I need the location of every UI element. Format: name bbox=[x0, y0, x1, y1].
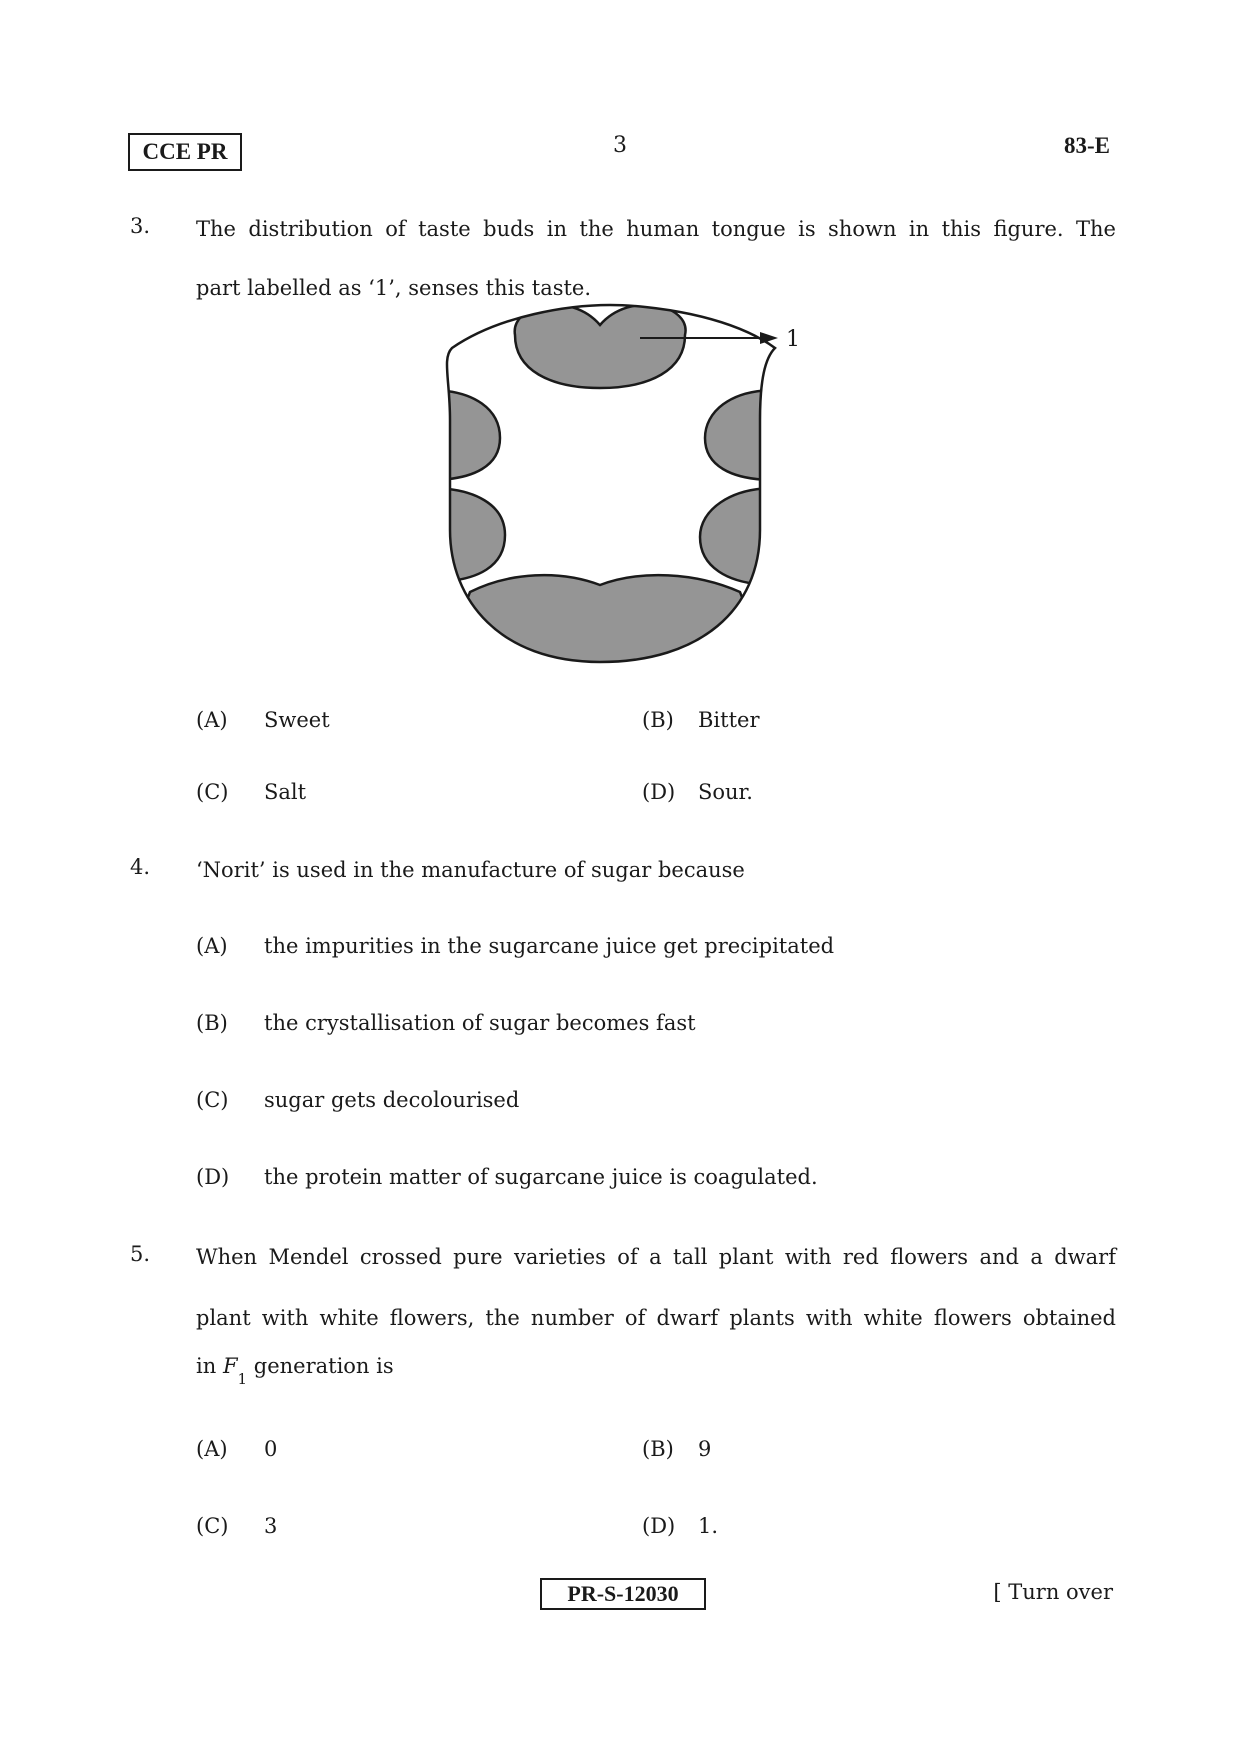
left-front-region bbox=[430, 390, 500, 480]
question-5-line-3 bbox=[196, 1354, 394, 1389]
tip-region bbox=[515, 305, 686, 388]
q5-line-prefix: in bbox=[196, 1354, 217, 1378]
right-back-region bbox=[700, 488, 775, 585]
q5-option-a-key: (A) bbox=[196, 1437, 228, 1461]
q5-option-b-key: (B) bbox=[642, 1437, 674, 1461]
question-3-number: 3. bbox=[130, 214, 151, 238]
question-4-number: 4. bbox=[130, 855, 151, 879]
q4-option-b-text: the crystallisation of sugar becomes fast bbox=[264, 1011, 696, 1035]
q3-option-a-key: (A) bbox=[196, 708, 228, 732]
question-5-number: 5. bbox=[130, 1242, 151, 1266]
q3-option-c-text: Salt bbox=[264, 780, 307, 804]
q5-line-suffix: generation is bbox=[253, 1354, 394, 1378]
turn-over-note: [ Turn over bbox=[993, 1580, 1113, 1604]
q3-option-b-key: (B) bbox=[642, 708, 674, 732]
figure-label-1: 1 bbox=[786, 327, 800, 352]
f1-generation-symbol: $F_1$ bbox=[222, 1354, 248, 1389]
paper-code: 83-E bbox=[1064, 133, 1110, 158]
right-front-region bbox=[705, 390, 775, 480]
q3-option-d-text: Sour. bbox=[698, 780, 753, 804]
q5-option-c-key: (C) bbox=[196, 1514, 229, 1538]
q5-option-d-key: (D) bbox=[642, 1514, 676, 1538]
q3-option-a-text: Sweet bbox=[264, 708, 330, 732]
q3-option-b-text: Bitter bbox=[698, 708, 760, 732]
q3-option-c-key: (C) bbox=[196, 780, 229, 804]
q5-option-b-text: 9 bbox=[698, 1437, 712, 1461]
q5-option-a-text: 0 bbox=[264, 1437, 278, 1461]
q5-option-d-text: 1. bbox=[698, 1514, 719, 1538]
q3-option-d-key: (D) bbox=[642, 780, 676, 804]
tongue-diagram bbox=[430, 300, 830, 670]
question-5-line-1: When Mendel crossed pure varieties of a tall plant with red flowers and a dwarf bbox=[196, 1245, 1116, 1269]
question-3-line-1: The distribution of taste buds in the human tongue is shown in this figure. The bbox=[196, 217, 1116, 241]
page-number: 3 bbox=[613, 133, 627, 158]
q4-option-c-key: (C) bbox=[196, 1088, 229, 1112]
q4-option-b-key: (B) bbox=[196, 1011, 228, 1035]
question-4-line-1: ‘Norit’ is used in the manufacture of sugar because bbox=[196, 858, 745, 882]
q4-option-a-text: the impurities in the sugarcane juice get precipitated bbox=[264, 934, 835, 958]
question-5-line-2: plant with white flowers, the number of dwarf plants with white flowers obtained bbox=[196, 1306, 1116, 1330]
q4-option-d-key: (D) bbox=[196, 1165, 230, 1189]
header-subject-box: CCE PR bbox=[128, 133, 242, 171]
question-3-line-2: part labelled as ‘1’, senses this taste. bbox=[196, 276, 592, 300]
footer-code-box: PR-S-12030 bbox=[540, 1578, 706, 1610]
q5-option-c-text: 3 bbox=[264, 1514, 278, 1538]
q4-option-a-key: (A) bbox=[196, 934, 228, 958]
left-back-region bbox=[430, 488, 505, 582]
q4-option-c-text: sugar gets decolourised bbox=[264, 1088, 520, 1112]
q4-option-d-text: the protein matter of sugarcane juice is coagulated. bbox=[264, 1165, 818, 1189]
label-arrow-head bbox=[760, 332, 778, 344]
